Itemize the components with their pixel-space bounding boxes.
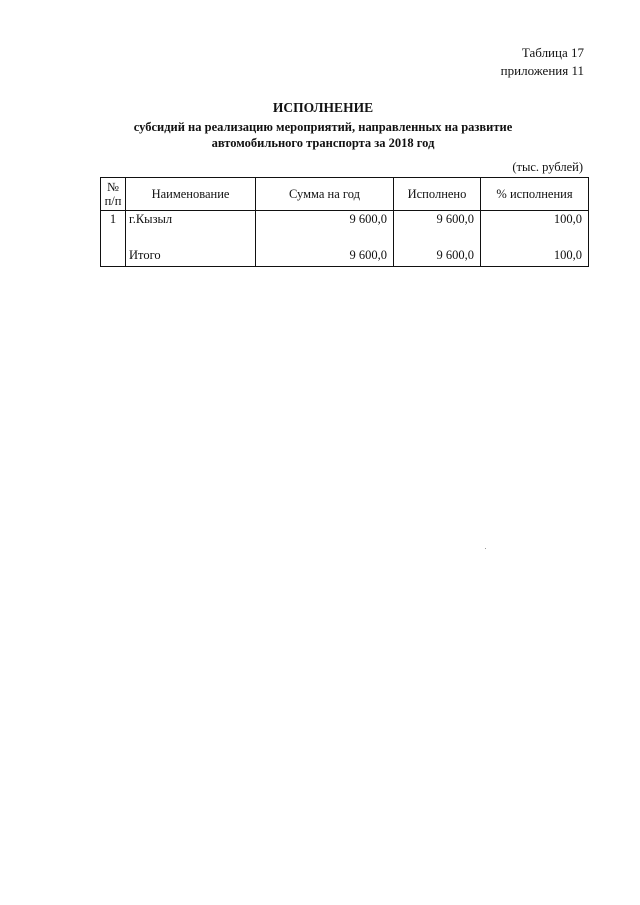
title-line-2: автомобильного транспорта за 2018 год bbox=[211, 136, 435, 150]
cell-executed: 9 600,0 bbox=[394, 211, 481, 247]
total-cell-executed: 9 600,0 bbox=[394, 246, 481, 267]
document-title bbox=[100, 99, 546, 151]
title-main: ИСПОЛНЕНИЕ bbox=[272, 100, 374, 115]
table-total-row bbox=[101, 246, 589, 267]
table-number: Таблица 17 bbox=[521, 45, 584, 60]
title-line-1: субсидий на реализацию мероприятий, направленных на развитие bbox=[133, 120, 513, 134]
total-cell-name: Итого bbox=[126, 246, 256, 267]
column-header-number-line1: № bbox=[107, 180, 119, 194]
scan-speck bbox=[485, 548, 486, 549]
table-reference bbox=[501, 44, 584, 80]
column-header-name: Наименование bbox=[126, 178, 256, 211]
cell-number: 1 bbox=[101, 211, 126, 247]
column-header-annual-sum: Сумма на год bbox=[256, 178, 394, 211]
column-header-percent: % исполнения bbox=[481, 178, 589, 211]
cell-name: г.Кызыл bbox=[126, 211, 256, 247]
total-cell-annual-sum: 9 600,0 bbox=[256, 246, 394, 267]
cell-percent: 100,0 bbox=[481, 211, 589, 247]
units-label: (тыс. рублей) bbox=[512, 160, 583, 174]
table-header-row bbox=[101, 178, 589, 211]
cell-annual-sum: 9 600,0 bbox=[256, 211, 394, 247]
table-row bbox=[101, 211, 589, 247]
column-header-executed: Исполнено bbox=[394, 178, 481, 211]
column-header-number bbox=[101, 178, 126, 211]
column-header-number-line2: п/п bbox=[104, 194, 122, 208]
execution-table bbox=[100, 177, 589, 267]
total-cell-percent: 100,0 bbox=[481, 246, 589, 267]
total-cell-number bbox=[101, 246, 126, 267]
appendix-number: приложения 11 bbox=[500, 63, 584, 78]
